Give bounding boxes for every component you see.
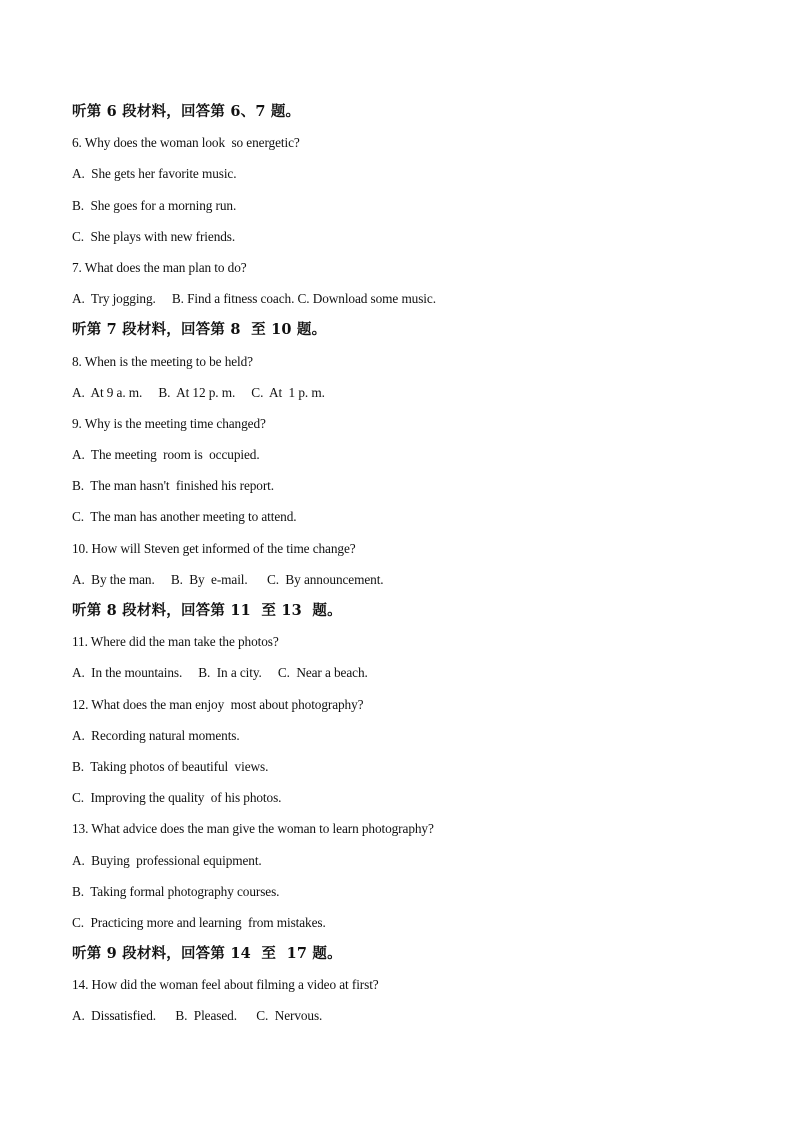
option-13a: A. Buying professional equipment. xyxy=(72,852,262,868)
question-11: 11. Where did the man take the photos? xyxy=(72,634,279,650)
options-10: A. By the man. B. By e-mail. C. By announcement. xyxy=(72,571,384,587)
question-10: 10. How will Steven get informed of the time change? xyxy=(72,540,356,556)
question-6: 6. Why does the woman look so energetic? xyxy=(72,135,300,151)
question-8: 8. When is the meeting to be held? xyxy=(72,353,253,369)
option-13b: B. Taking formal photography courses. xyxy=(72,883,280,899)
question-7: 7. What does the man plan to do? xyxy=(72,259,247,275)
options-11: A. In the mountains. B. In a city. C. Near a beach. xyxy=(72,665,368,681)
option-6a: A. She gets her favorite music. xyxy=(72,166,237,182)
section-heading: 听第 6 段材料，回答第 6、7 题。 xyxy=(72,103,301,120)
section-heading: 听第 7 段材料，回答第 8 至 10 题。 xyxy=(72,321,327,339)
option-13c: C. Practicing more and learning from mistakes. xyxy=(72,914,326,930)
question-12: 12. What does the man enjoy most about photography? xyxy=(72,696,364,712)
options-7: A. Try jogging. B. Find a fitness coach. C. Download some music. xyxy=(72,291,436,307)
section-passage-8 xyxy=(72,595,722,938)
section-passage-6 xyxy=(72,96,722,314)
section-heading: 听第 9 段材料，回答第 14 至 17 题。 xyxy=(72,945,342,963)
question-14: 14. How did the woman feel about filming a video at first? xyxy=(72,977,379,993)
option-6b: B. She goes for a morning run. xyxy=(72,197,237,213)
exam-page xyxy=(72,96,722,1032)
option-9b: B. The man hasn't finished his report. xyxy=(72,478,275,494)
question-9: 9. Why is the meeting time changed? xyxy=(72,415,266,431)
option-12a: A. Recording natural moments. xyxy=(72,727,240,743)
section-heading: 听第 8 段材料，回答第 11 至 13 题。 xyxy=(72,602,342,619)
option-9c: C. The man has another meeting to attend. xyxy=(72,509,297,525)
options-8: A. At 9 a. m. B. At 12 p. m. C. At 1 p. m. xyxy=(72,384,325,400)
option-12b: B. Taking photos of beautiful views. xyxy=(72,758,269,774)
section-passage-9 xyxy=(72,938,722,1032)
question-13: 13. What advice does the man give the woman to learn photography? xyxy=(72,821,434,837)
section-passage-7 xyxy=(72,314,722,595)
option-9a: A. The meeting room is occupied. xyxy=(72,447,260,463)
option-12c: C. Improving the quality of his photos. xyxy=(72,790,282,806)
options-14: A. Dissatisfied. B. Pleased. C. Nervous. xyxy=(72,1008,323,1024)
option-6c: C. She plays with new friends. xyxy=(72,228,236,244)
